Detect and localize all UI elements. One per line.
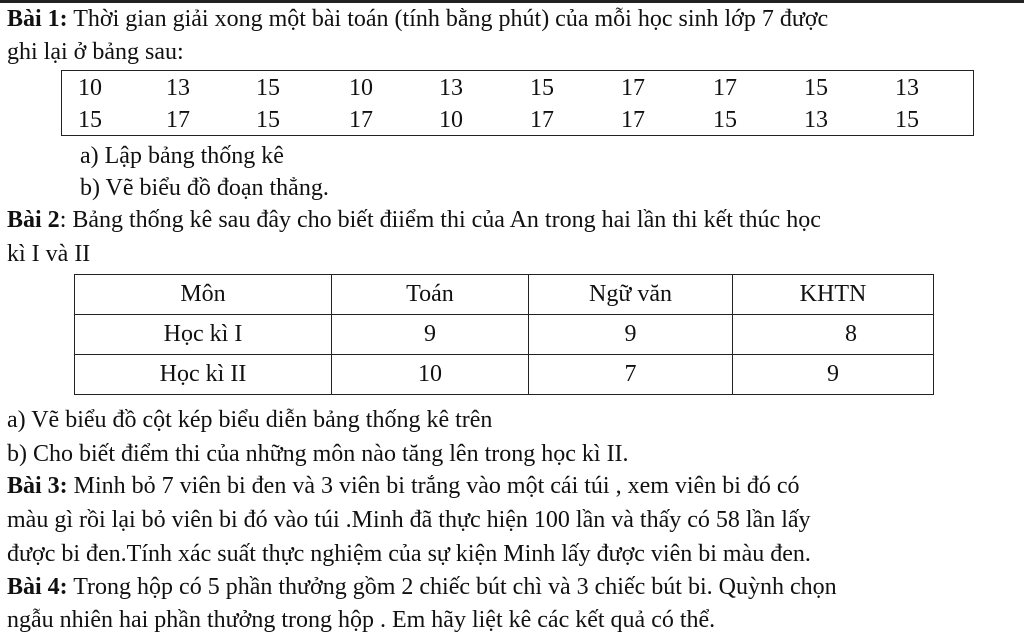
bai1-text-line1: Thời gian giải xong một bài toán (tính bằng phút) của mỗi học sinh lớp 7 được bbox=[67, 6, 829, 32]
table-cell: 17 bbox=[349, 107, 373, 133]
bai1-data-table bbox=[61, 70, 974, 136]
table-cell: 15 bbox=[256, 75, 280, 101]
table-cell: 17 bbox=[530, 107, 554, 133]
bai3-label: Bài 3: bbox=[7, 473, 68, 499]
bai4-line1 bbox=[7, 573, 837, 602]
table-cell: 9 bbox=[332, 315, 529, 355]
table-cell: 15 bbox=[530, 75, 554, 101]
bai4-line2: ngẫu nhiên hai phần thưởng trong hộp . Em hãy liệt kê các kết quả có thể. bbox=[7, 607, 716, 633]
bai2-line1 bbox=[7, 206, 821, 235]
table-header-cell: Toán bbox=[332, 275, 529, 315]
bai1-table-row-2 bbox=[62, 105, 973, 136]
table-row bbox=[75, 355, 934, 395]
table-cell: 10 bbox=[332, 355, 529, 395]
table-cell: 13 bbox=[895, 75, 919, 101]
bai4-text-line1: Trong hộp có 5 phần thưởng gồm 2 chiếc bút chì và 3 chiếc bút bi. Quỳnh chọn bbox=[67, 574, 837, 600]
table-cell: 13 bbox=[804, 107, 828, 133]
bai1-line2: ghi lại ở bảng sau: bbox=[7, 39, 184, 65]
table-cell: 7 bbox=[529, 355, 733, 395]
table-cell: 15 bbox=[804, 75, 828, 101]
table-header-cell: Môn bbox=[75, 275, 332, 315]
table-cell: 10 bbox=[78, 75, 102, 101]
table-header-row bbox=[75, 275, 934, 315]
table-cell: Học kì I bbox=[75, 315, 332, 355]
bai1-label: Bài 1: bbox=[7, 6, 68, 32]
bai3-line1 bbox=[7, 472, 800, 501]
table-row bbox=[75, 315, 934, 355]
bai2-line2: kì I và II bbox=[7, 241, 91, 267]
table-cell: 15 bbox=[256, 107, 280, 133]
bai2-text-line1: : Bảng thống kê sau đây cho biết điiểm thi của An trong hai lần thi kết thúc học bbox=[59, 207, 821, 233]
table-cell: 9 bbox=[733, 355, 934, 395]
table-header-cell: Ngữ văn bbox=[529, 275, 733, 315]
bai3-text-line1: Minh bỏ 7 viên bi đen và 3 viên bi trắng vào một cái túi , xem viên bi đó có bbox=[67, 473, 800, 499]
bai1-item-a: a) Lập bảng thống kê bbox=[80, 143, 284, 169]
bai2-score-table bbox=[74, 274, 934, 395]
table-cell: 17 bbox=[621, 75, 645, 101]
table-cell: 17 bbox=[621, 107, 645, 133]
table-cell: 15 bbox=[78, 107, 102, 133]
table-cell: Học kì II bbox=[75, 355, 332, 395]
table-cell: 17 bbox=[713, 75, 737, 101]
bai1-table-row-1 bbox=[62, 73, 973, 104]
bai2-item-b: b) Cho biết điểm thi của những môn nào tăng lên trong học kì II. bbox=[7, 441, 629, 467]
table-cell: 15 bbox=[895, 107, 919, 133]
table-cell: 10 bbox=[439, 107, 463, 133]
table-cell: 17 bbox=[166, 107, 190, 133]
bai4-label: Bài 4: bbox=[7, 574, 68, 600]
bai2-item-a: a) Vẽ biểu đồ cột kép biểu diễn bảng thống kê trên bbox=[7, 407, 493, 433]
bai1-item-b: b) Vẽ biểu đồ đoạn thẳng. bbox=[80, 175, 329, 201]
table-cell: 10 bbox=[349, 75, 373, 101]
bai2-label: Bài 2 bbox=[7, 207, 60, 233]
bai3-line3: được bi đen.Tính xác suất thực nghiệm của sự kiện Minh lấy được viên bi màu đen. bbox=[7, 541, 811, 567]
table-cell: 13 bbox=[166, 75, 190, 101]
table-header-cell: KHTN bbox=[733, 275, 934, 315]
bai3-line2: màu gì rồi lại bỏ viên bi đó vào túi .Minh đã thực hiện 100 lần và thấy có 58 lần lấy bbox=[7, 507, 811, 533]
table-cell: 13 bbox=[439, 75, 463, 101]
table-cell: 15 bbox=[713, 107, 737, 133]
table-cell: 8 bbox=[733, 315, 934, 355]
bai1-line1 bbox=[7, 5, 828, 34]
table-cell: 9 bbox=[529, 315, 733, 355]
top-border-line bbox=[0, 0, 1024, 3]
